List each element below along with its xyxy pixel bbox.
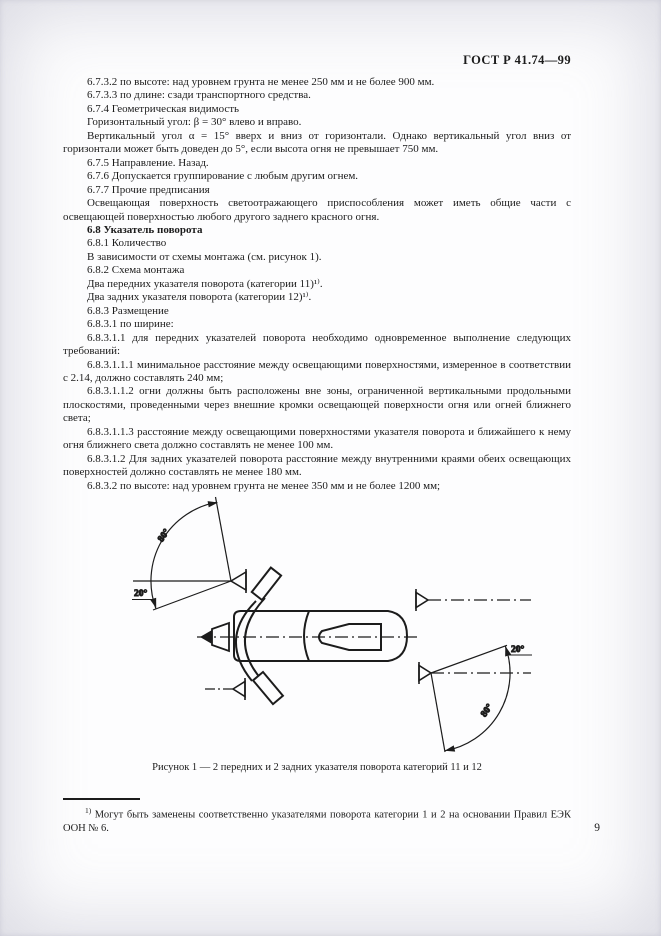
paragraph: 6.8.2 Схема монтажа — [87, 264, 185, 277]
paragraph: 6.8.3.1.1.2 огни должны быть расположены вне зоны, ограниченной вертикальными продольными плоскостями, проведенными через внешние кромки освещающей поверхности огня или огней ближнего света; — [63, 385, 571, 425]
rear-left-indicator-icon — [416, 589, 531, 611]
paragraph: 6.8.3.1.1.1 минимальное расстояние между освещающими поверхностями, измеренное в соответствии с 2.14, должно составлять 240 мм; — [63, 358, 571, 384]
paragraph: 6.7.3.3 по длине: сзади транспортного средства. — [87, 89, 311, 102]
front-right-indicator-icon — [205, 678, 245, 700]
handlebar-grip-right — [253, 672, 283, 704]
body-divider — [304, 611, 309, 661]
paragraph: В зависимости от схемы монтажа (см. рисунок 1). — [87, 250, 322, 263]
rear-right-indicator-icon — [419, 662, 531, 684]
paragraph: Два передних указателя поворота (категории 11)¹⁾. — [87, 277, 323, 290]
footnote — [63, 804, 571, 836]
figure-caption: Рисунок 1 — 2 передних и 2 задних указателя поворота категорий 11 и 12 — [152, 762, 482, 773]
footnote-text: Могут быть заменены соответственно указателями поворота категории 1 и 2 на основании Правил ЕЭК ООН № 6. — [63, 809, 571, 835]
figure-1-diagram — [112, 486, 564, 766]
footnote-rule — [63, 798, 140, 800]
paragraph: 6.7.6 Допускается группирование с любым другим огнем. — [87, 170, 359, 183]
rear-inner-angle-label: 20° — [511, 645, 525, 655]
front-left-indicator-icon — [231, 569, 246, 593]
paragraph: 6.7.3.2 по высоте: над уровнем грунта не менее 250 мм и не более 900 мм. — [87, 76, 435, 88]
section-heading: 6.8 Указатель поворота — [87, 223, 203, 236]
rear-visibility-fan — [431, 645, 532, 754]
seat — [319, 624, 381, 650]
front-outer-angle-label: 80° — [156, 527, 173, 545]
handlebar-grip-left — [252, 568, 281, 600]
paragraph: 6.8.3.1.1.3 расстояние между освещающими поверхностями указателя поворота и ближайшего к нему огня ближнего света должно составлять не менее 100 мм. — [63, 425, 571, 452]
page-number: 9 — [594, 822, 600, 834]
paragraph: 6.8.3.2 по высоте: над уровнем грунта не менее 350 мм и не более 1200 мм; — [87, 479, 441, 492]
standard-code: ГОСТ Р 41.74—99 — [463, 53, 571, 67]
paragraph: Два задних указателя поворота (категории 12)¹⁾. — [87, 291, 312, 304]
paragraph: 6.7.4 Геометрическая видимость — [87, 102, 240, 115]
paragraph: 6.7.5 Направление. Назад. — [87, 156, 209, 169]
paragraph: Вертикальный угол α = 15° вверх и вниз от горизонтали. Однако вертикальный угол вниз от горизонтали может быть доведен до 5°, если высота огня не превышает 750 мм. — [63, 129, 571, 156]
paragraph: Горизонтальный угол: β = 30° влево и вправо. — [87, 116, 302, 129]
paragraph: Освещающая поверхность светоотражающего приспособления может иметь общие части с освещающей поверхностью любого другого заднего красного огня. — [63, 197, 571, 223]
footnote-marker: 1) — [85, 806, 92, 815]
paragraph: 6.8.3 Размещение — [87, 304, 169, 317]
paragraph: 6.8.3.1.1 для передних указателей поворота необходимо одновременное выполнение следующих требований: — [63, 331, 571, 358]
body-text — [63, 76, 571, 493]
paragraph: 6.8.3.1 по ширине: — [87, 318, 174, 331]
rear-outer-angle-label: 80° — [479, 702, 496, 720]
paragraph: 6.7.7 Прочие предписания — [87, 183, 210, 196]
paragraph: 6.8.1 Количество — [87, 237, 167, 250]
front-nose-icon — [200, 630, 212, 644]
front-inner-angle-label: 20° — [134, 589, 148, 599]
paragraph: 6.8.3.1.2 Для задних указателей поворота расстояние между внутренними краями обеих освещающих поверхностей должно составлять не менее 180 мм. — [63, 452, 571, 479]
